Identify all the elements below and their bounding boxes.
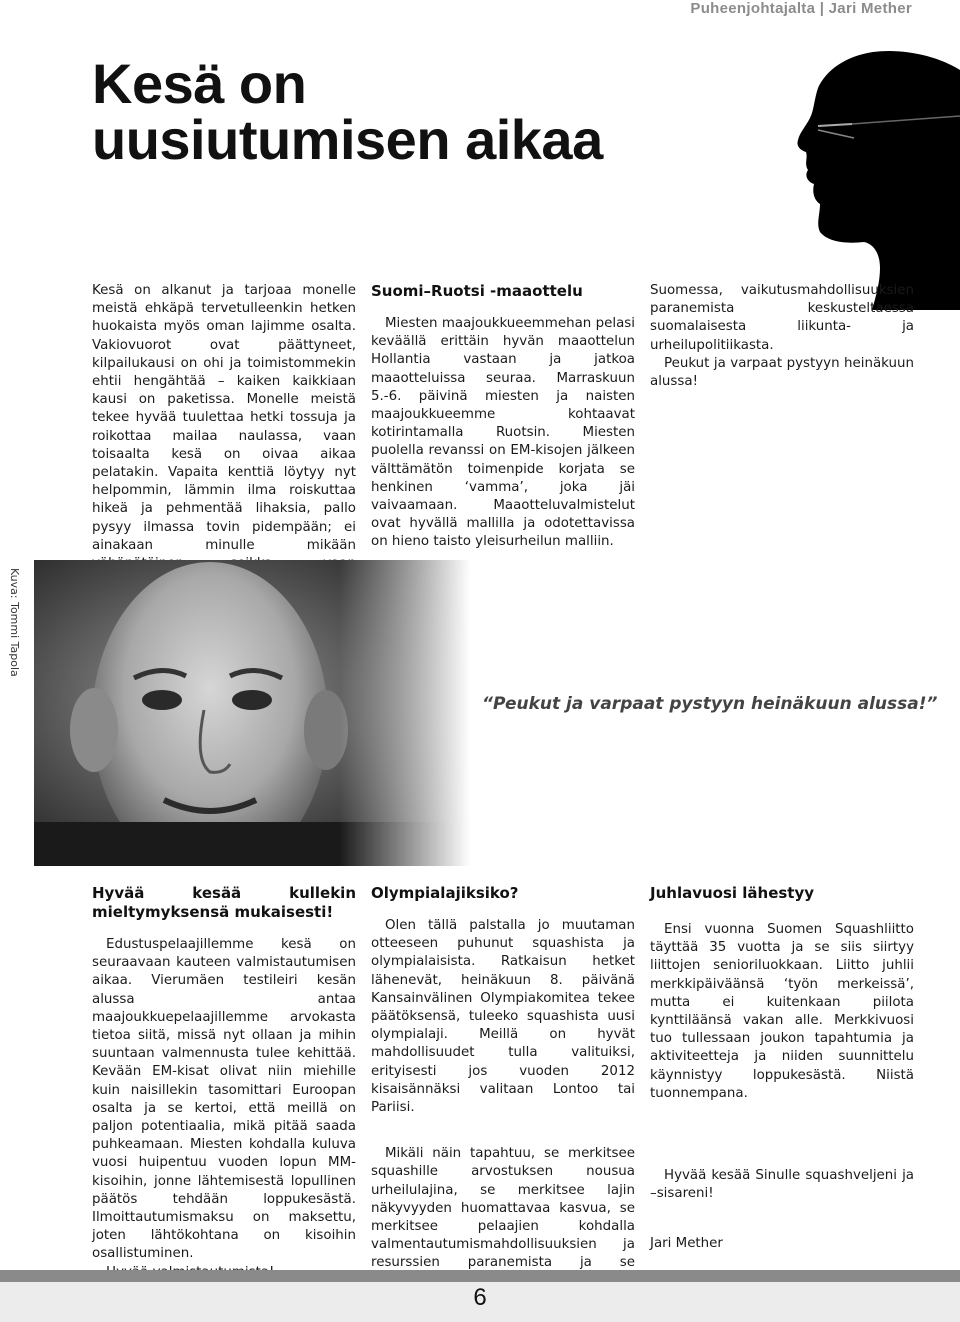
section-header: Puheenjohtajalta | Jari Mether [690,0,912,17]
hyvaa-kesaa-heading: Hyvää kesää kullekin mieltymyksensä mukaisesti! [92,884,356,921]
suomi-ruotsi-column [371,282,635,552]
suomi-ruotsi-paragraph: Miesten maajoukkueemmehan pelasi keväällä erittäin hyvän maaottelun Hollantia vastaan ja jatkoa maaotteluissa seuraa. Marraskuun 5.-6. päivinä miesten ja naisten maajoukkueemme kohtaavat kotirintamalla Ruotsin. Miesten puolella revanssi on EM-kisojen jälkeen välttämätön toimenpide korjata se henkinen ‘vamma’, joka jäi vaivaamaan. Maaotteluvalmistelut ovat hyvällä mallilla ja odotettavissa on hieno taisto yleisurheilun malliin. [371,316,635,550]
photo-credit-text: Kuva: Tommi Tapola [8,568,21,677]
pull-quote: “Peukut ja varpaat pystyyn heinäkuun alussa!” [482,694,938,714]
intro-paragraph: Kesä on alkanut ja tarjoaa monelle meistä ehkäpä tervetulleenkin hetken huokaista myös oman lajimme osalta. Vakiovuorot ovat päättyneet, kilpailukausi on ohi ja toimistommekin ehtii hengähtää – kaiken kaikkiaan kausi on paketissa. Monelle meistä tekee hyvää tuulettaa hetki tossuja ja roikottaa mailaa naulassa, vaan toisaalta kesä on oivaa aikaa pelatakin. Vapaita kenttiä löytyy nyt helpommin, lämmin ilma roiskuttaa hikeä ja pehmentää lihaksia, pallo pysyy ilmassa tovin pidempään; ei ainakaan minulle mikään [92,283,356,553]
col3-paragraph-1: Suomessa, vaikutusmahdollisuuksien paranemista keskusteltaessa suomalaisesta liikunta- ja urheilupolitiikasta. [650,283,914,353]
portrait-image [34,560,470,866]
juhlavuosi-paragraph-2: Hyvää kesää Sinulle squashveljeni ja –sisareni! [650,1168,914,1202]
column-3-top [650,282,914,391]
hyvaa-kesaa-paragraph-1: Edustuspelaajillemme kesä on seuraavaan kauteen valmistautumisen aikaa. Vierumäen testileiri kesän alussa antaa maajoukkuepelaajillemme arvokasta tietoa siitä, missä nyt ollaan ja mihin suuntaan valmennusta tulee kehittää. Kevään EM-kisat olivat niin miehille kuin naisillekin tasomittari Euroopan osalta ja se kertoi, että meillä on paljon potentiaalia, mikä pitää saada puhkeamaan. Miesten kohdalla kuluva vuosi huipentuu vuoden lopun MM-kisoihin, jonne lähtemisestä lopullinen päätös tehdään loppukesästä. Ilmoittautumismaksu on maksettu, joten lähtökohtana on kisoihin osallistuminen. [92,937,356,1262]
intro-column [92,282,356,591]
footer-bar [0,1270,960,1282]
col3-paragraph-2: Peukut ja varpaat pystyyn heinäkuun alussa! [650,355,914,390]
juhlavuosi-column [650,884,914,1254]
photo-credit [8,568,28,678]
suomi-ruotsi-heading: Suomi–Ruotsi -maaottelu [371,282,583,300]
profile-silhouette-image [668,48,960,310]
juhlavuosi-paragraph-1: Ensi vuonna Suomen Squashliitto täyttää 35 vuotta ja se siis siirtyy liittojen senioriluokkaan. Liitto juhlii merkkipäiväänsä ‘työn merkeissä’, mutta ei kuitenkaan piilota kynttiläänsä vakan alle. Merkkivuosi tuo tullessaan joukon tapahtumia ja aktiviteetteja ja niiden suunnittelu käynnistyy loppukesästä. Niistä tuonnempana. [650,922,914,1101]
page-number: 6 [473,1284,487,1311]
signature: Jari Mether [650,1236,723,1252]
juhlavuosi-heading: Juhlavuosi lähestyy [650,884,815,902]
portrait-photo [34,560,470,866]
hyvaa-kesaa-column [92,884,356,1282]
olympialajiksiko-heading: Olympialajiksiko? [371,884,519,902]
olympialajiksiko-paragraph-2: Mikäli näin tapahtuu, se merkitsee squashille arvostuksen nousua urheilulajina, se merkitsee lajin näkyvyyden huomattavaa kasvua, se merkitsee pelaajien kohdalla valmentautumismahdollisuuksien ja resurssien paranemista ja se [371,1146,635,1271]
article-title [92,52,603,171]
olympialajiksiko-column [371,884,635,1309]
olympialajiksiko-paragraph-1: Olen tällä palstalla jo muutaman otteeseen puhunut squashista ja olympialaisista. Ratkaisun hetket lähenevät, heinäkuun 8. päivänä Kansainvälinen Olympiakomitea tekee päätöksensä, tuleeko squashista uusi olympialaji. Meillä on hyvät mahdollisuudet tulla valituiksi, erityisesti jos vuoden 2012 kisaisännäksi valitaan Lontoo tai Pariisi. [371,918,635,1116]
title-line-2: uusiutumisen aikaa [92,108,603,171]
title-line-1: Kesä on [92,52,307,115]
